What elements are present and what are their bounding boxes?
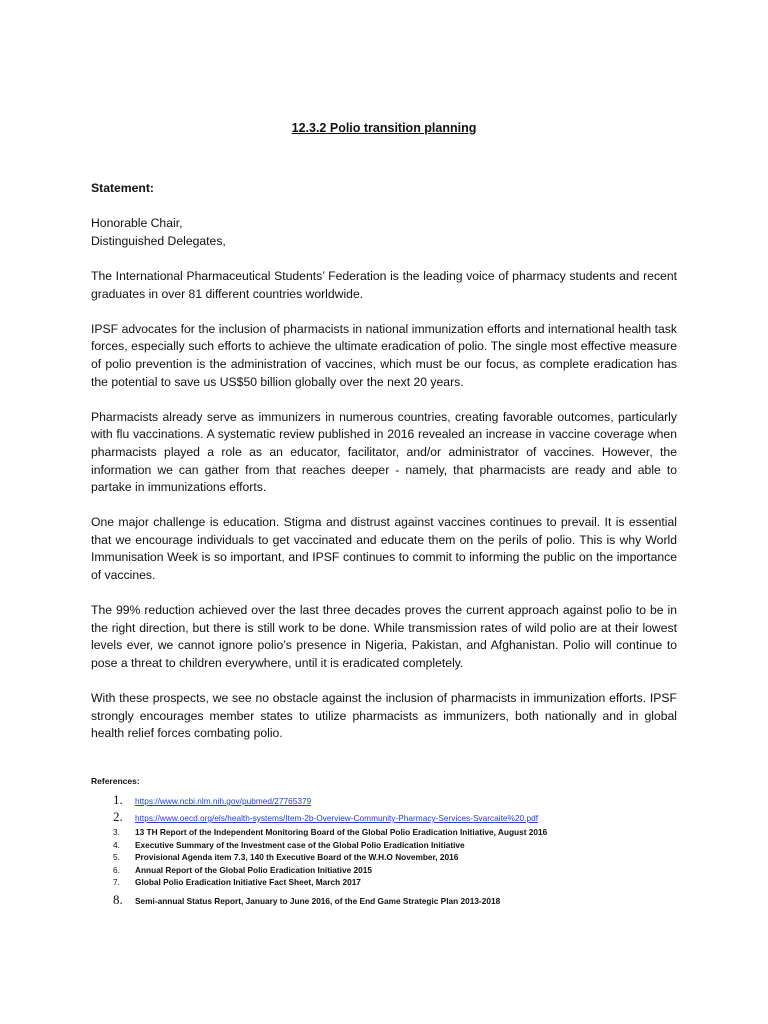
reference-item bbox=[113, 876, 691, 889]
reference-text: Executive Summary of the Investment case of the Global Polio Eradication Initiative bbox=[135, 839, 465, 850]
reference-number: 4. bbox=[113, 839, 120, 850]
reference-text: 13 TH Report of the Independent Monitoring Board of the Global Polio Eradication Initiative, August 2016 bbox=[135, 827, 548, 837]
reference-text: Annual Report of the Global Polio Eradication Initiative 2015 bbox=[135, 864, 372, 875]
reference-link[interactable]: https://www.ncbi.nlm.nih.gov/pubmed/27765379 bbox=[135, 796, 312, 806]
reference-number: 5. bbox=[113, 852, 120, 862]
reference-number: 6. bbox=[113, 864, 120, 875]
paragraph: IPSF advocates for the inclusion of pharmacists in national immunization efforts and international health task forces, especially such efforts to achieve the ultimate eradication of polio. The single most effective measure of polio prevention is the administration of vaccines, which must be our focus, as complete eradication has the potential to save us US$50 billion globally over the next 20 years. bbox=[91, 321, 677, 389]
paragraph: One major challenge is education. Stigma and distrust against vaccines continues to prevail. It is essential that we encourage individuals to get vaccinated and educate them on the perils of polio. This is why World Immunisation Week is so important, and IPSF continues to commit to informing the public on the importance of vaccines. bbox=[91, 515, 677, 583]
salutation bbox=[91, 215, 677, 250]
reference-number: 7. bbox=[113, 877, 120, 887]
reference-item bbox=[113, 839, 691, 852]
reference-item bbox=[113, 792, 691, 809]
reference-number: 8. bbox=[113, 891, 123, 907]
reference-number: 3. bbox=[113, 827, 120, 837]
reference-text: Semi-annual Status Report, January to June 2016, of the End Game Strategic Plan 2013-2018 bbox=[135, 895, 501, 906]
reference-text: Provisional Agenda item 7.3, 140 th Executive Board of the W.H.O November, 2016 bbox=[135, 852, 459, 862]
salutation-line: Distinguished Delegates, bbox=[91, 233, 226, 248]
reference-text: Global Polio Eradication Initiative Fact Sheet, March 2017 bbox=[135, 877, 361, 887]
statement-label: Statement: bbox=[91, 181, 154, 195]
paragraph: Pharmacists already serve as immunizers in numerous countries, creating favorable outcomes, particularly with flu vaccinations. A systematic review published in 2016 revealed an increase in vaccine coverage when pharmacists played a role as an educator, facilitator, and/or administrator of vaccines. However, the information we can gather from that reaches deeper - namely, that pharmacists are ready and able to partake in immunizations efforts. bbox=[91, 409, 677, 495]
statement-body bbox=[91, 180, 677, 761]
reference-item bbox=[113, 864, 691, 877]
reference-item bbox=[113, 826, 691, 839]
reference-item bbox=[113, 892, 691, 909]
references-section bbox=[91, 776, 691, 909]
paragraph: With these prospects, we see no obstacle against the inclusion of pharmacists in immunization efforts. IPSF strongly encourages member states to utilize pharmacists as immunizers, both nationally and in global health relief forces combating polio. bbox=[91, 691, 677, 741]
page-title: 12.3.2 Polio transition planning bbox=[291, 121, 477, 135]
reference-link[interactable]: https://www.oecd.org/els/health-systems/Item-2b-Overview-Community-Pharmacy-Services-Svarcaite%20.pdf bbox=[135, 813, 538, 823]
reference-item bbox=[113, 851, 691, 864]
references-heading: References: bbox=[91, 776, 140, 786]
paragraph: The International Pharmaceutical Students’ Federation is the leading voice of pharmacy students and recent graduates in over 81 different countries worldwide. bbox=[91, 268, 677, 301]
references-list bbox=[91, 792, 691, 909]
salutation-line: Honorable Chair, bbox=[91, 216, 183, 231]
reference-item bbox=[113, 809, 691, 826]
reference-number: 1. bbox=[113, 792, 123, 807]
paragraph: The 99% reduction achieved over the last three decades proves the current approach against polio to be in the right direction, but there is still work to be done. While transmission rates of wild polio are at their lowest levels ever, we cannot ignore polio’s presence in Nigeria, Pakistan, and Afghanistan. Polio will continue to pose a threat to children everywhere, until it is eradicated completely. bbox=[91, 603, 677, 671]
reference-number: 2. bbox=[113, 809, 123, 824]
